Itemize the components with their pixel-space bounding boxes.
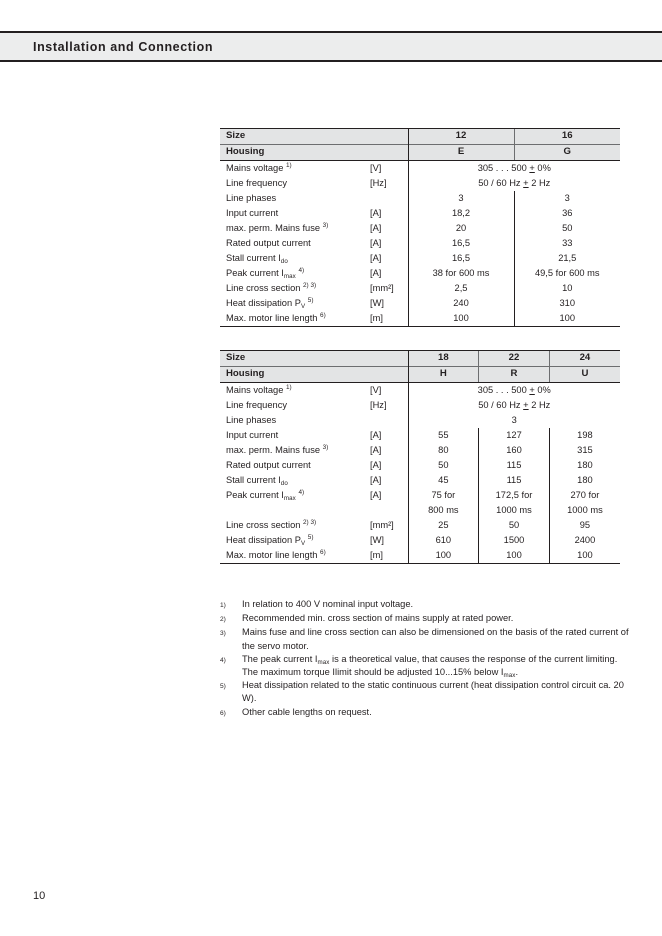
row-unit: [A]: [370, 443, 408, 458]
row-value: 55: [438, 429, 449, 440]
footnote-marker: 4): [220, 656, 226, 664]
row-label: Line cross section $^{2) 3)}$: [226, 282, 317, 293]
row-value: 33: [514, 236, 620, 251]
row-value: 95: [549, 518, 620, 533]
table-row: [220, 206, 620, 221]
row-value: 115: [479, 458, 550, 473]
row-value: 49,5 for 600 ms: [514, 266, 620, 281]
header-label: Housing: [220, 367, 408, 383]
row-value: 1500: [479, 533, 550, 548]
footnote-item: [220, 598, 632, 612]
table-row: [220, 458, 620, 473]
row-unit: [m]: [370, 311, 408, 327]
row-unit: [Hz]: [370, 398, 408, 413]
row-value: 180: [549, 473, 620, 488]
table-row: [220, 296, 620, 311]
table-row: [220, 413, 620, 428]
footnote-marker: 6): [220, 709, 226, 717]
row-label: Stall current $I_{do}$: [226, 474, 288, 487]
row-label: Line frequency: [226, 177, 287, 188]
table-row: [220, 473, 620, 488]
table-row: [220, 266, 620, 281]
table-header-row: [220, 367, 620, 383]
row-value: 115: [479, 473, 550, 488]
row-unit: [370, 503, 408, 518]
spec-table-sizes-12-16: [220, 128, 620, 327]
table-row: [220, 488, 620, 503]
row-unit: [m]: [370, 548, 408, 564]
row-label: Heat dissipation $P_V$ $^{5)}$: [226, 534, 314, 547]
row-value: 3: [511, 414, 517, 425]
footnote-text: Mains fuse and line cross section can also be dimensioned on the basis of the rated current of the servo motor.: [242, 627, 629, 651]
row-value: 80: [438, 444, 449, 455]
footnote-item: [220, 626, 632, 652]
row-value: 3: [458, 192, 464, 203]
table-row: [220, 503, 620, 518]
row-value: 160: [479, 443, 550, 458]
row-label: Line frequency: [226, 399, 287, 410]
table-row: [220, 533, 620, 548]
row-unit: [A]: [370, 221, 408, 236]
row-label: Line cross section $^{2) 3)}$: [226, 519, 317, 530]
header-value: U: [549, 367, 620, 383]
table-row: [220, 176, 620, 191]
row-value: 50: [514, 221, 620, 236]
table-row: [220, 518, 620, 533]
row-value: 100: [514, 311, 620, 327]
row-value: 2400: [549, 533, 620, 548]
row-unit: [A]: [370, 206, 408, 221]
header-label: Size: [220, 129, 408, 145]
header-value: G: [514, 145, 620, 161]
row-value: 21,5: [514, 251, 620, 266]
row-value: 16,5: [451, 252, 471, 263]
row-value: 38 for 600 ms: [432, 267, 490, 278]
table-row: [220, 548, 620, 564]
footnote-marker: 5): [220, 683, 226, 691]
footnote-text: Other cable lengths on request.: [242, 706, 372, 717]
table-row: [220, 398, 620, 413]
footnote-marker: 1): [220, 602, 226, 609]
row-label: Rated output current: [226, 459, 311, 470]
row-label: Input current: [226, 207, 279, 218]
row-value: 10: [514, 281, 620, 296]
row-unit: [370, 413, 408, 428]
table-header-row: [220, 129, 620, 145]
footnote-text: Heat dissipation related to the static continuous current (heat dissipation control circuit ca. 20 W).: [242, 680, 624, 704]
row-value: 172,5 for: [479, 488, 550, 503]
row-unit: [mm²]: [370, 281, 408, 296]
row-label: Input current: [226, 429, 279, 440]
row-label: Max. motor line length $^{6)}$: [220, 548, 370, 564]
row-value: 305 . . . 500 + 0%: [477, 384, 551, 395]
row-value: 18,2: [451, 207, 471, 218]
page-number: 10: [33, 890, 46, 902]
row-unit: [370, 191, 408, 206]
header-value: 24: [549, 351, 620, 367]
header-value: E: [408, 145, 514, 161]
table-row: [220, 428, 620, 443]
row-unit: [A]: [370, 488, 408, 503]
page-header-title: Installation and Connection: [33, 39, 214, 54]
row-label: Mains voltage $^{1)}$: [226, 162, 292, 173]
page-header-bar: [0, 31, 662, 62]
row-label: Line phases: [226, 414, 277, 425]
table-header-row: [220, 351, 620, 367]
table-header-row: [220, 145, 620, 161]
row-unit: [A]: [370, 236, 408, 251]
row-label: Rated output current: [226, 237, 311, 248]
row-value: 100: [408, 548, 479, 564]
row-value: 270 for: [549, 488, 620, 503]
row-value: 180: [549, 458, 620, 473]
footnote-item: [220, 612, 632, 626]
table-row: [220, 236, 620, 251]
row-unit: [A]: [370, 266, 408, 281]
footnotes-list: [220, 598, 632, 720]
row-label: max. perm. Mains fuse $^{3)}$: [226, 444, 329, 455]
row-value: 610: [435, 534, 452, 545]
row-value: 305 . . . 500 + 0%: [477, 162, 551, 173]
table-row: [220, 443, 620, 458]
footnote-marker: 2): [220, 616, 226, 624]
header-label: Size: [220, 351, 408, 367]
row-label: Stall current $I_{do}$: [226, 252, 288, 265]
row-unit: [W]: [370, 296, 408, 311]
table-row: [220, 383, 620, 399]
row-value: 800 ms: [428, 504, 459, 515]
row-value: 310: [514, 296, 620, 311]
row-unit: [A]: [370, 251, 408, 266]
row-value: 75 for: [431, 489, 456, 500]
row-value: 3: [514, 191, 620, 206]
row-value: 20: [455, 222, 467, 233]
row-unit: [mm²]: [370, 518, 408, 533]
header-value: H: [408, 367, 479, 383]
row-unit: [A]: [370, 473, 408, 488]
header-value: 12: [408, 129, 514, 145]
row-label: Peak current $I_{max}$ $^{4)}$: [226, 489, 305, 502]
row-label: Line phases: [226, 192, 277, 203]
header-value: 16: [514, 129, 620, 145]
row-value: 36: [514, 206, 620, 221]
row-value: 315: [549, 443, 620, 458]
row-value: 198: [549, 428, 620, 443]
row-unit: [W]: [370, 533, 408, 548]
footnote-text: Recommended min. cross section of mains supply at rated power.: [242, 613, 514, 624]
row-value: 50 / 60 Hz + 2 Hz: [478, 177, 551, 188]
row-label: Peak current $I_{max}$ $^{4)}$: [226, 267, 305, 280]
header-value: 18: [408, 351, 479, 367]
row-value: 50 / 60 Hz + 2 Hz: [478, 399, 551, 410]
footnote-item: [220, 653, 632, 679]
row-value: 240: [453, 297, 469, 308]
row-label: Max. motor line length $^{6)}$: [220, 311, 370, 327]
table-row: [220, 251, 620, 266]
row-label: Mains voltage $^{1)}$: [226, 384, 292, 395]
row-value: 45: [438, 474, 449, 485]
row-value: 50: [438, 459, 449, 470]
table-row: [220, 161, 620, 177]
footnote-marker: 3): [220, 630, 226, 638]
row-value: 25: [438, 519, 449, 530]
header-value: 22: [479, 351, 550, 367]
header-label: Housing: [220, 145, 408, 161]
row-value: 127: [479, 428, 550, 443]
table-row: [220, 281, 620, 296]
row-unit: [A]: [370, 458, 408, 473]
footnote-item: [220, 706, 632, 720]
row-value: 2,5: [454, 282, 468, 293]
footnote-item: [220, 679, 632, 705]
row-unit: [A]: [370, 428, 408, 443]
row-label: [220, 503, 370, 518]
row-value: 100: [549, 548, 620, 564]
spec-table-sizes-18-22-24: [220, 350, 620, 564]
row-value: 100: [479, 548, 550, 564]
row-value: 16,5: [451, 237, 471, 248]
row-label: Heat dissipation $P_V$ $^{5)}$: [226, 297, 314, 310]
table-row: [220, 311, 620, 327]
footnote-text: In relation to 400 V nominal input voltage.: [242, 599, 414, 609]
row-unit: [Hz]: [370, 176, 408, 191]
row-value: 50: [479, 518, 550, 533]
row-value: 1000 ms: [549, 503, 620, 518]
row-label: max. perm. Mains fuse $^{3)}$: [226, 222, 329, 233]
row-unit: [V]: [370, 383, 408, 399]
header-value: R: [479, 367, 550, 383]
row-value: 100: [408, 311, 514, 327]
table-row: [220, 221, 620, 236]
table-row: [220, 191, 620, 206]
footnote-text: The peak current $I_{max}$ is a theoretical value, that causes the response of the current limiting. The maximum torque Ilimit should be adjusted 10...15% below $I_{max}$.: [242, 653, 618, 680]
row-unit: [V]: [370, 161, 408, 177]
row-value: 1000 ms: [479, 503, 550, 518]
